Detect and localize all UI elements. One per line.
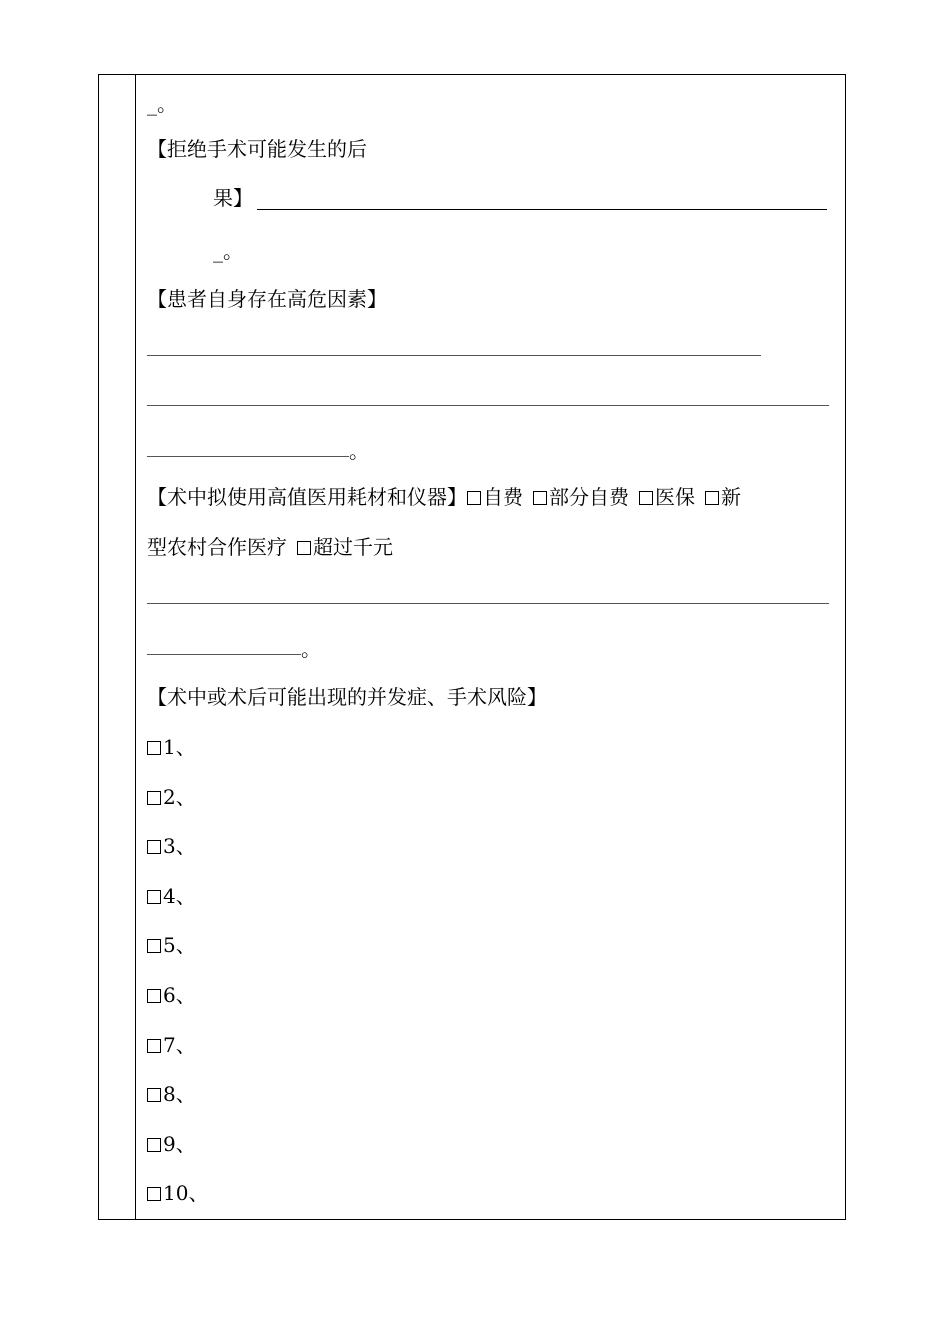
form-content: [147, 75, 831, 1219]
complication-checkbox[interactable]: [147, 890, 161, 904]
complication-checkbox[interactable]: [147, 1088, 161, 1102]
complication-item: 7、: [147, 1033, 196, 1057]
label-selfpay: 自费: [483, 485, 523, 509]
high-risk-heading: 【患者自身存在高危因素】: [147, 287, 387, 311]
complication-item: 9、: [147, 1132, 196, 1156]
materials-line: [147, 485, 741, 509]
complication-item: 1、: [147, 735, 196, 759]
form-frame: [98, 74, 846, 1220]
complication-item: 2、: [147, 785, 196, 809]
complication-item: 8、: [147, 1082, 196, 1106]
checkbox-insurance[interactable]: [639, 491, 653, 505]
complication-checkbox[interactable]: [147, 1138, 161, 1152]
materials-end: 。: [301, 637, 321, 661]
complication-item: 5、: [147, 933, 196, 957]
refuse-surgery-heading: 【拒绝手术可能发生的后: [147, 137, 367, 161]
high-risk-end: 。: [349, 439, 369, 463]
refuse-consequence-field[interactable]: [257, 209, 827, 210]
text-line-1: _。: [147, 92, 177, 116]
materials-line-2: [147, 535, 393, 559]
label-over-thousand: 超过千元: [313, 535, 393, 559]
label-partial-selfpay: 部分自费: [549, 485, 629, 509]
checkbox-selfpay[interactable]: [467, 491, 481, 505]
label-rural-coop-cont: 型农村合作医疗: [147, 535, 287, 559]
high-risk-field-2[interactable]: [147, 405, 829, 406]
complication-checkbox[interactable]: [147, 840, 161, 854]
complication-checkbox[interactable]: [147, 741, 161, 755]
refuse-surgery-heading-cont: 果】: [213, 186, 253, 210]
complication-checkbox[interactable]: [147, 1187, 161, 1201]
high-risk-field-1[interactable]: [147, 355, 761, 356]
label-insurance: 医保: [655, 485, 695, 509]
complication-checkbox[interactable]: [147, 939, 161, 953]
checkbox-partial-selfpay[interactable]: [533, 491, 547, 505]
text-line-4: _。: [213, 239, 243, 263]
materials-heading: 【术中拟使用高值医用耗材和仪器】: [147, 485, 467, 509]
complication-item: 4、: [147, 884, 196, 908]
complication-checkbox[interactable]: [147, 989, 161, 1003]
checkbox-over-thousand[interactable]: [297, 541, 311, 555]
complication-checkbox[interactable]: [147, 1039, 161, 1053]
materials-field-1[interactable]: [147, 603, 829, 604]
complication-checkbox[interactable]: [147, 791, 161, 805]
checkbox-rural-coop[interactable]: [705, 491, 719, 505]
high-risk-field-3[interactable]: [147, 456, 349, 457]
complications-heading: 【术中或术后可能出现的并发症、手术风险】: [147, 685, 547, 709]
complication-item: 3、: [147, 834, 196, 858]
materials-field-2[interactable]: [147, 654, 301, 655]
label-rural-coop-start: 新: [721, 485, 741, 509]
left-column: [99, 75, 136, 1219]
complication-item: 6、: [147, 983, 196, 1007]
complication-item: 10、: [147, 1181, 208, 1205]
